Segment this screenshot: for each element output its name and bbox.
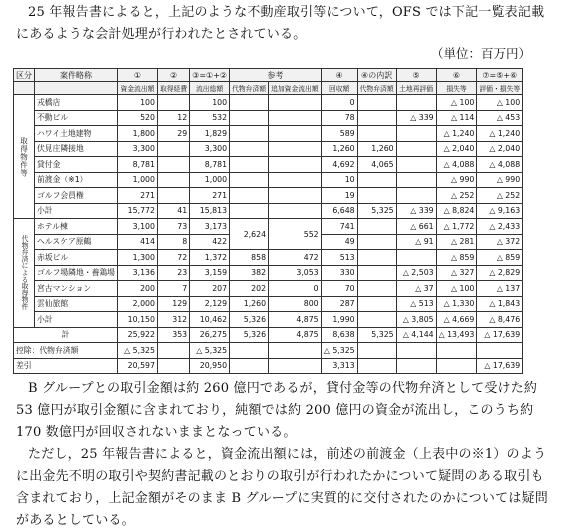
table-cell bbox=[357, 110, 396, 126]
row-label: 前渡金（※1） bbox=[35, 172, 118, 188]
table-cell: 207 bbox=[190, 281, 230, 297]
table-cell bbox=[269, 188, 322, 204]
table-cell: 15,813 bbox=[190, 203, 230, 219]
table-cell: 513 bbox=[321, 250, 357, 266]
table-cell: 10,462 bbox=[190, 312, 230, 328]
table-cell: △ 661 bbox=[396, 219, 436, 235]
table-cell: 1,260 bbox=[230, 296, 269, 312]
table-row bbox=[14, 188, 523, 204]
table-cell: △ 8,476 bbox=[477, 312, 523, 328]
table-cell: 202 bbox=[230, 281, 269, 297]
table-cell: 41 bbox=[157, 203, 189, 219]
column-header: 参考 bbox=[230, 69, 322, 82]
table-cell: 4,065 bbox=[357, 157, 396, 173]
column-subheader: 取得経費 bbox=[157, 82, 189, 95]
table-cell: △ 9,163 bbox=[477, 203, 523, 219]
table-cell bbox=[230, 95, 269, 111]
table-cell bbox=[396, 157, 436, 173]
unit-label: （単位：百万円） bbox=[430, 46, 531, 61]
table-cell: 1,000 bbox=[190, 172, 230, 188]
column-subheader: 資金流出額 bbox=[117, 82, 157, 95]
table-cell: △ 8,824 bbox=[436, 203, 477, 219]
table-cell bbox=[269, 358, 322, 374]
deduction-row bbox=[14, 343, 523, 359]
table-cell bbox=[157, 188, 189, 204]
table-cell: 741 bbox=[321, 219, 357, 235]
column-subheader: 評価・損失等 bbox=[477, 82, 523, 95]
table-cell: 5,325 bbox=[357, 327, 396, 343]
column-header: ③=①+② bbox=[190, 69, 230, 82]
table-cell: 5,326 bbox=[230, 312, 269, 328]
table-cell: 7 bbox=[157, 281, 189, 297]
table-cell: △ 1,772 bbox=[436, 219, 477, 235]
row-label: 計 bbox=[14, 327, 118, 343]
table-cell: △ 252 bbox=[477, 188, 523, 204]
table-cell bbox=[269, 172, 322, 188]
column-header: ⑥ bbox=[436, 69, 477, 82]
table-cell: △ 4,144 bbox=[396, 327, 436, 343]
table-row bbox=[14, 157, 523, 173]
table-cell: △ 17,639 bbox=[477, 327, 523, 343]
table-row bbox=[14, 250, 523, 266]
table-cell: 8,781 bbox=[117, 157, 157, 173]
table-cell: 330 bbox=[321, 265, 357, 281]
table-cell: △ 2,433 bbox=[477, 219, 523, 235]
table-cell: 800 bbox=[269, 296, 322, 312]
table-cell: 0 bbox=[321, 95, 357, 111]
table-cell bbox=[396, 126, 436, 142]
table-cell bbox=[157, 358, 189, 374]
table-cell bbox=[269, 203, 322, 219]
table-cell bbox=[357, 126, 396, 142]
row-label: 雲仙旅館 bbox=[35, 296, 118, 312]
table-cell: 15,772 bbox=[117, 203, 157, 219]
row-label: 控除：代物弁済額 bbox=[14, 343, 118, 359]
table-cell: △ 3,805 bbox=[396, 312, 436, 328]
table-body bbox=[14, 95, 523, 374]
table-cell: △ 5,325 bbox=[190, 343, 230, 359]
table-cell: 1,800 bbox=[117, 126, 157, 142]
table-cell: △ 100 bbox=[436, 281, 477, 297]
table-cell: △ 100 bbox=[477, 95, 523, 111]
table-row bbox=[14, 265, 523, 281]
table-cell bbox=[396, 172, 436, 188]
table-cell: 6,648 bbox=[321, 203, 357, 219]
column-header: 区分 bbox=[14, 69, 35, 82]
table-row bbox=[14, 281, 523, 297]
table-cell: 1,300 bbox=[117, 250, 157, 266]
column-subheader: 流出総額 bbox=[190, 82, 230, 95]
table-row bbox=[14, 172, 523, 188]
table-cell: △ 2,503 bbox=[396, 265, 436, 281]
table-cell bbox=[396, 95, 436, 111]
table-cell bbox=[230, 358, 269, 374]
row-label: 宮古マンション bbox=[35, 281, 118, 297]
merged-additional-value: 552 bbox=[269, 219, 322, 250]
table-cell bbox=[436, 343, 477, 359]
table-cell: 1,000 bbox=[117, 172, 157, 188]
table-cell: 29 bbox=[157, 126, 189, 142]
table-cell bbox=[230, 172, 269, 188]
table-cell: △ 114 bbox=[436, 110, 477, 126]
column-subheader: 損失等 bbox=[436, 82, 477, 95]
table-cell: 26,275 bbox=[190, 327, 230, 343]
table-cell bbox=[396, 141, 436, 157]
table-cell: 472 bbox=[269, 250, 322, 266]
row-label: 差引 bbox=[14, 358, 118, 374]
table-row bbox=[14, 110, 523, 126]
row-label: ホテル棟 bbox=[35, 219, 118, 235]
table-cell: △ 1,330 bbox=[436, 296, 477, 312]
table-cell: 20,950 bbox=[190, 358, 230, 374]
table-cell: △ 4,669 bbox=[436, 312, 477, 328]
table-cell: 5,326 bbox=[230, 327, 269, 343]
category-label-substitute: 代物弁済による取得物件 bbox=[14, 219, 35, 328]
table-cell: △ 327 bbox=[436, 265, 477, 281]
table-cell bbox=[269, 141, 322, 157]
header-row-top bbox=[14, 69, 523, 82]
table-cell: △ 281 bbox=[436, 234, 477, 250]
table-cell: 19 bbox=[321, 188, 357, 204]
table-cell bbox=[357, 296, 396, 312]
table-cell: 10,150 bbox=[117, 312, 157, 328]
table-cell bbox=[357, 250, 396, 266]
table-cell bbox=[396, 188, 436, 204]
table-cell: 1,372 bbox=[190, 250, 230, 266]
table-cell: 129 bbox=[157, 296, 189, 312]
column-header: ⑤ bbox=[396, 69, 436, 82]
table-cell: 100 bbox=[117, 95, 157, 111]
table-cell: 532 bbox=[190, 110, 230, 126]
column-subheader: 追加資金流出額 bbox=[269, 82, 322, 95]
table-cell: △ 17,639 bbox=[477, 358, 523, 374]
table-cell: 520 bbox=[117, 110, 157, 126]
table-cell bbox=[157, 157, 189, 173]
table-cell bbox=[269, 157, 322, 173]
body-paragraph-1: B グループとの取引金額は約 260 億円であるが，貸付金等の代物弁済として受けた約 53 億円が取引金額に含まれており，純額では約 200 億円の資金が流出し，このうち約 170 数億円が回収されないままとなっている。 bbox=[16, 381, 542, 440]
table-cell: 12 bbox=[157, 110, 189, 126]
table-cell bbox=[357, 188, 396, 204]
table-row bbox=[14, 219, 523, 235]
table-cell bbox=[230, 343, 269, 359]
table-cell: 1,260 bbox=[321, 141, 357, 157]
table-cell: 2,000 bbox=[117, 296, 157, 312]
table-cell: 8,781 bbox=[190, 157, 230, 173]
table-cell: △ 513 bbox=[396, 296, 436, 312]
table-cell: 3,300 bbox=[117, 141, 157, 157]
column-header: ① bbox=[117, 69, 157, 82]
table-cell: 5,325 bbox=[357, 203, 396, 219]
table-cell: △ 990 bbox=[477, 172, 523, 188]
table-cell bbox=[230, 157, 269, 173]
table-cell: 414 bbox=[117, 234, 157, 250]
intro-paragraph: 25 年報告書によると，上記のような不動産取引等について，OFS では下記一覧表記載にあるような会計処理が行われたとされている。 bbox=[16, 5, 545, 42]
table-cell: 8 bbox=[157, 234, 189, 250]
table-cell: 858 bbox=[230, 250, 269, 266]
table-cell: 422 bbox=[190, 234, 230, 250]
table-cell: △ 5,325 bbox=[117, 343, 157, 359]
table-cell bbox=[230, 203, 269, 219]
column-header: ④の内訳 bbox=[357, 69, 396, 82]
table-cell bbox=[269, 95, 322, 111]
table-cell bbox=[157, 172, 189, 188]
table-row bbox=[14, 95, 523, 111]
table-cell bbox=[357, 343, 396, 359]
row-label: 伏見庄隣接地 bbox=[35, 141, 118, 157]
table-cell: △ 4,088 bbox=[477, 157, 523, 173]
table-cell: △ 137 bbox=[477, 281, 523, 297]
table-row bbox=[14, 312, 523, 328]
table-cell: △ 2,040 bbox=[436, 141, 477, 157]
table-cell: △ 252 bbox=[436, 188, 477, 204]
table-cell bbox=[396, 358, 436, 374]
accounting-table bbox=[13, 68, 523, 374]
header-row-sub bbox=[14, 82, 523, 95]
row-label: 不動ビル bbox=[35, 110, 118, 126]
table-cell: △ 453 bbox=[477, 110, 523, 126]
net-row bbox=[14, 358, 523, 374]
column-subheader: 土地再評価 bbox=[396, 82, 436, 95]
table-cell: 382 bbox=[230, 265, 269, 281]
table-cell: 3,313 bbox=[321, 358, 357, 374]
table-cell bbox=[357, 219, 396, 235]
table-cell: 3,159 bbox=[190, 265, 230, 281]
table-cell: △ 100 bbox=[436, 95, 477, 111]
column-subheader: 代物弁済額 bbox=[230, 82, 269, 95]
table-cell bbox=[357, 95, 396, 111]
table-cell: 10 bbox=[321, 172, 357, 188]
table-cell: 49 bbox=[321, 234, 357, 250]
table-cell: 70 bbox=[321, 281, 357, 297]
body-paragraph-2: ただし，25 年報告書によると，資金流出額には，前述の前渡金（上表中の※1）のように出金先不明の取引や契約書記載のとおりの取引が行われたかについて疑問のある取引も含まれており，上記金額がそのまま B グループに実質的に交付されたのかについては疑問があるとしている。 bbox=[16, 447, 548, 528]
table-cell: 4,692 bbox=[321, 157, 357, 173]
table-cell bbox=[269, 343, 322, 359]
column-header: ② bbox=[157, 69, 189, 82]
table-cell: 1,260 bbox=[357, 141, 396, 157]
total-row bbox=[14, 327, 523, 343]
table-cell: △ 859 bbox=[477, 250, 523, 266]
table-cell bbox=[436, 358, 477, 374]
table-cell: △ 859 bbox=[436, 250, 477, 266]
table-cell: △ 1,843 bbox=[477, 296, 523, 312]
table-cell: △ 4,088 bbox=[436, 157, 477, 173]
table-cell: 200 bbox=[117, 281, 157, 297]
table-cell bbox=[157, 343, 189, 359]
row-label: ゴルフ会員権 bbox=[35, 188, 118, 204]
table-cell: 3,136 bbox=[117, 265, 157, 281]
table-cell: 271 bbox=[190, 188, 230, 204]
table-cell: △ 13,493 bbox=[436, 327, 477, 343]
table-cell bbox=[269, 110, 322, 126]
table-cell: △ 339 bbox=[396, 203, 436, 219]
table-cell bbox=[230, 188, 269, 204]
table-cell bbox=[157, 95, 189, 111]
row-label: 小計 bbox=[35, 312, 118, 328]
table-cell: 25,922 bbox=[117, 327, 157, 343]
row-label: ゴルフ場隣地・養鶏場 bbox=[35, 265, 118, 281]
table-cell: 0 bbox=[269, 281, 322, 297]
table-cell: 3,300 bbox=[190, 141, 230, 157]
table-row bbox=[14, 203, 523, 219]
table-cell: 3,173 bbox=[190, 219, 230, 235]
table-cell bbox=[357, 234, 396, 250]
table-cell: △ 2,829 bbox=[477, 265, 523, 281]
table-row bbox=[14, 296, 523, 312]
merged-substitute-value: 2,624 bbox=[230, 219, 269, 250]
table-cell bbox=[396, 250, 436, 266]
column-subheader: 回収額 bbox=[321, 82, 357, 95]
table-cell: 312 bbox=[157, 312, 189, 328]
table-cell: △ 372 bbox=[477, 234, 523, 250]
table-cell: 73 bbox=[157, 219, 189, 235]
column-header: ⑦=⑤+⑥ bbox=[477, 69, 523, 82]
row-label: 戎橋店 bbox=[35, 95, 118, 111]
table-cell: 3,100 bbox=[117, 219, 157, 235]
table-cell bbox=[269, 126, 322, 142]
table-cell: △ 2,040 bbox=[477, 141, 523, 157]
table-cell bbox=[357, 281, 396, 297]
table-cell: 1,829 bbox=[190, 126, 230, 142]
table-cell: 589 bbox=[321, 126, 357, 142]
column-header: 案件略称 bbox=[35, 69, 118, 82]
table-cell: △ 5,325 bbox=[321, 343, 357, 359]
category-label-acquired: 取得物件等 bbox=[14, 95, 35, 219]
table-cell bbox=[357, 312, 396, 328]
table-cell bbox=[357, 265, 396, 281]
table-cell: 1,990 bbox=[321, 312, 357, 328]
column-subheader bbox=[14, 82, 35, 95]
row-label: 小計 bbox=[35, 203, 118, 219]
table-cell bbox=[230, 110, 269, 126]
table-cell: △ 339 bbox=[396, 110, 436, 126]
table-cell bbox=[230, 126, 269, 142]
table-cell: 78 bbox=[321, 110, 357, 126]
table-cell: 20,597 bbox=[117, 358, 157, 374]
column-subheader: 代物弁済額 bbox=[357, 82, 396, 95]
table-cell: △ 91 bbox=[396, 234, 436, 250]
table-cell bbox=[157, 141, 189, 157]
table-cell: 72 bbox=[157, 250, 189, 266]
table-row bbox=[14, 141, 523, 157]
table-cell bbox=[396, 343, 436, 359]
row-label: 貸付金 bbox=[35, 157, 118, 173]
column-subheader bbox=[35, 82, 118, 95]
column-header: ④ bbox=[321, 69, 357, 82]
table-cell bbox=[230, 141, 269, 157]
table-cell: 2,129 bbox=[190, 296, 230, 312]
table-cell: 100 bbox=[190, 95, 230, 111]
table-cell: 4,875 bbox=[269, 327, 322, 343]
table-cell: 4,875 bbox=[269, 312, 322, 328]
table-cell bbox=[477, 343, 523, 359]
table-row bbox=[14, 126, 523, 142]
row-label: ハワイ土地建物 bbox=[35, 126, 118, 142]
table-cell: △ 990 bbox=[436, 172, 477, 188]
table-cell bbox=[357, 172, 396, 188]
table-cell: 8,638 bbox=[321, 327, 357, 343]
table-cell: 271 bbox=[117, 188, 157, 204]
table-cell: △ 37 bbox=[396, 281, 436, 297]
table-cell: 3,053 bbox=[269, 265, 322, 281]
table-cell bbox=[357, 358, 396, 374]
table-cell: △ 1,240 bbox=[477, 126, 523, 142]
table-cell: 287 bbox=[321, 296, 357, 312]
table-cell: △ 1,240 bbox=[436, 126, 477, 142]
table-cell: 23 bbox=[157, 265, 189, 281]
row-label: 赤坂ビル bbox=[35, 250, 118, 266]
row-label: ヘルスケア原鶴 bbox=[35, 234, 118, 250]
table-cell: 353 bbox=[157, 327, 189, 343]
